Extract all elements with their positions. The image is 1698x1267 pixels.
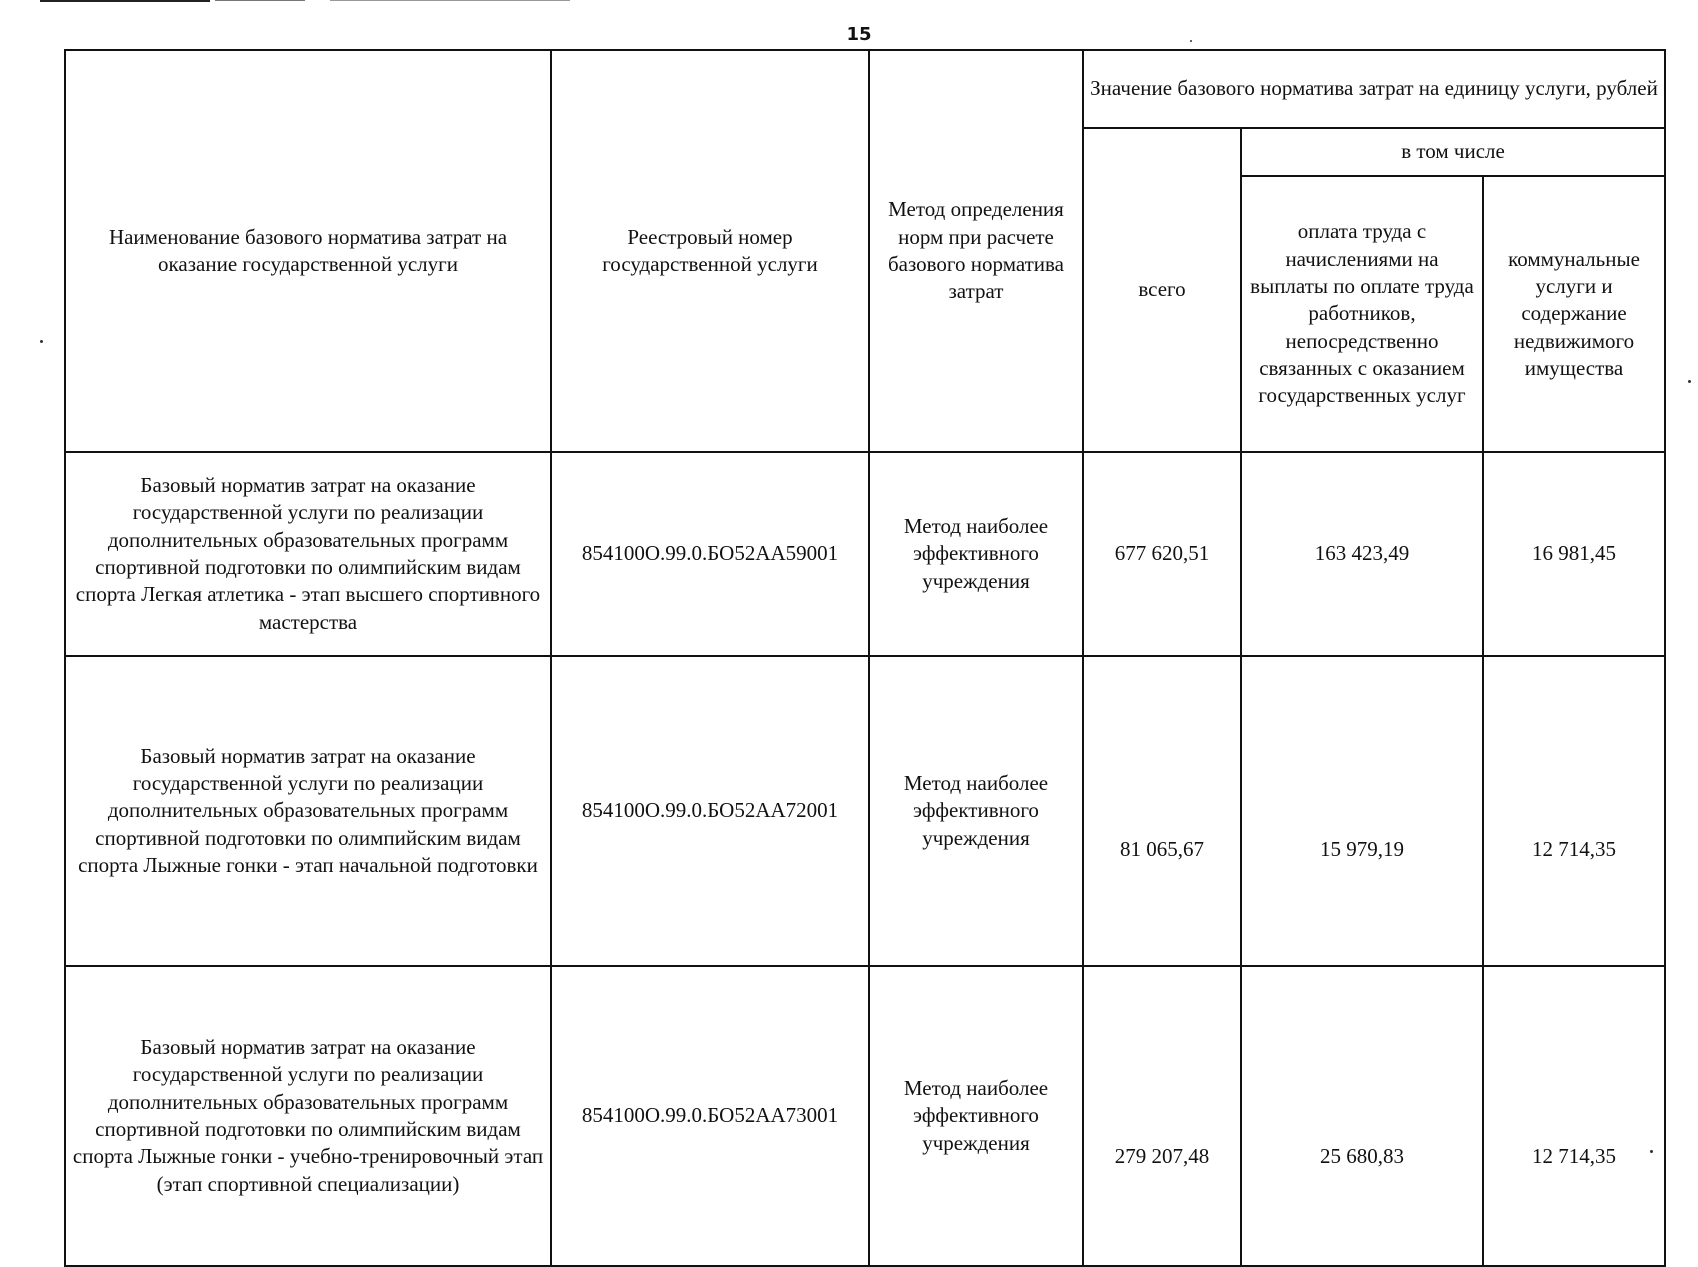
scan-artifact-rule [330, 0, 570, 1]
scan-speck [1190, 40, 1192, 42]
header-registry-number: Реестровый номер государственной услуги [551, 50, 869, 452]
table-row [65, 452, 1665, 656]
cell-labor: 163 423,49 [1241, 452, 1483, 656]
table-row [65, 656, 1665, 966]
header-total: всего [1083, 128, 1241, 452]
scan-speck [1650, 1150, 1653, 1153]
header-utilities: коммунальные услуги и содержание недвижимого имущества [1483, 176, 1665, 452]
cell-labor: 15 979,19 [1241, 656, 1483, 966]
cell-method: Метод наиболее эффективного учреждения [869, 656, 1083, 966]
scan-speck [40, 340, 43, 343]
header-method: Метод определения норм при расчете базового норматива затрат [869, 50, 1083, 452]
header-name: Наименование базового норматива затрат на оказание государственной услуги [65, 50, 551, 452]
cell-total: 279 207,48 [1083, 966, 1241, 1266]
cell-labor: 25 680,83 [1241, 966, 1483, 1266]
cell-method: Метод наиболее эффективного учреждения [869, 966, 1083, 1266]
table-row [65, 966, 1665, 1266]
cell-registry-number: 854100О.99.0.БО52АА72001 [551, 656, 869, 966]
scan-speck [1688, 380, 1691, 383]
cell-registry-number: 854100О.99.0.БО52АА73001 [551, 966, 869, 1266]
header-labor: оплата труда с начислениями на выплаты по оплате труда работников, непосредственно связанных с оказанием государственных услуг [1241, 176, 1483, 452]
cell-total: 81 065,67 [1083, 656, 1241, 966]
cell-registry-number: 854100О.99.0.БО52АА59001 [551, 452, 869, 656]
scan-artifact-rule [40, 0, 210, 2]
header-row-top [65, 50, 1665, 128]
header-including: в том числе [1241, 128, 1665, 176]
page-number: 15 [846, 24, 872, 45]
cell-method: Метод наиболее эффективного учреждения [869, 452, 1083, 656]
cell-utilities: 16 981,45 [1483, 452, 1665, 656]
cell-utilities: 12 714,35 [1483, 656, 1665, 966]
cell-utilities: 12 714,35 [1483, 966, 1665, 1266]
scan-artifact-rule [215, 0, 305, 1]
cell-name: Базовый норматив затрат на оказание государственной услуги по реализации дополнительных образовательных программ спортивной подготовки по олимпийским видам спорта Легкая атлетика - этап высшего спортивного мастерства [65, 452, 551, 656]
header-value-group: Значение базового норматива затрат на единицу услуги, рублей [1083, 50, 1665, 128]
cell-name: Базовый норматив затрат на оказание государственной услуги по реализации дополнительных образовательных программ спортивной подготовки по олимпийским видам спорта Лыжные гонки - учебно-тренировочный этап (этап спортивной специализации) [65, 966, 551, 1266]
cell-total: 677 620,51 [1083, 452, 1241, 656]
cost-norms-table [64, 49, 1666, 1267]
cell-name: Базовый норматив затрат на оказание государственной услуги по реализации дополнительных образовательных программ спортивной подготовки по олимпийским видам спорта Лыжные гонки - этап начальной подготовки [65, 656, 551, 966]
